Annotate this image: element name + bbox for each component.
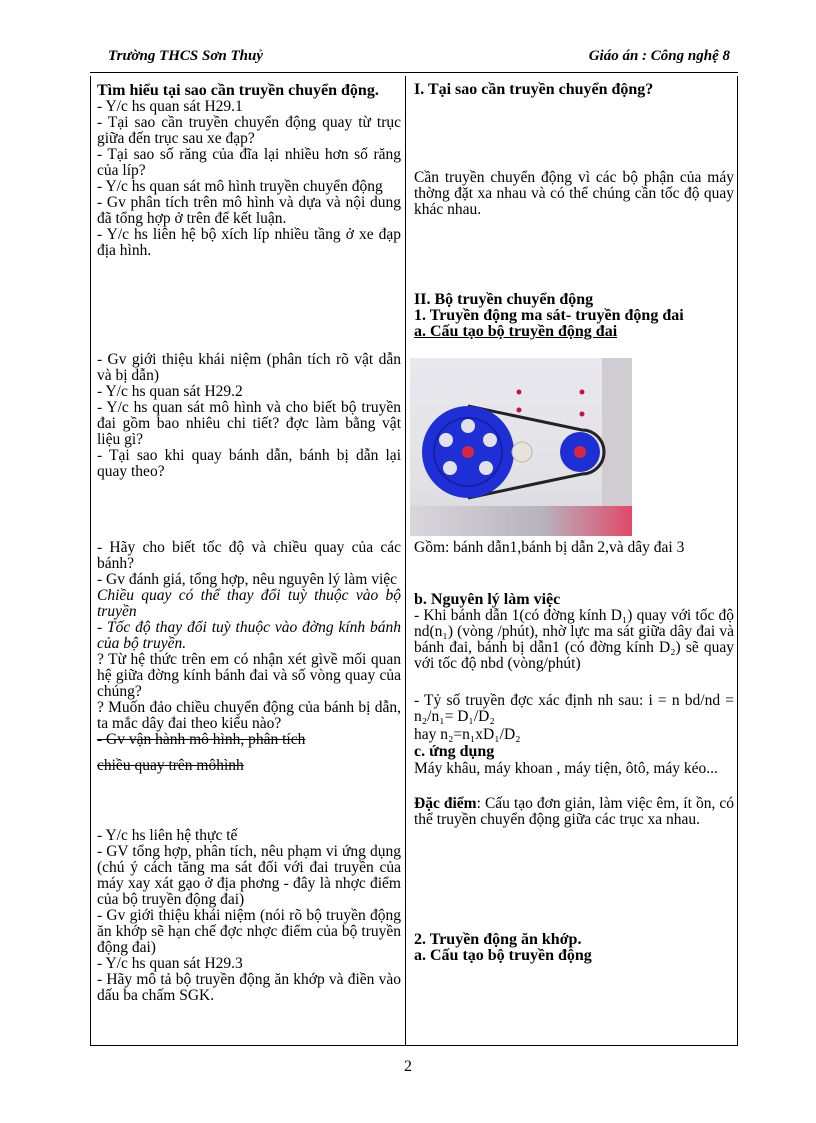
left-line: - Tại sao cần truyền chuyển động quay từ trục giữa đến trục sau xe đạp?	[97, 114, 401, 147]
section-2-title: II. Bộ truyền chuyển động	[414, 291, 594, 308]
model-rivet	[517, 408, 522, 413]
left-block-2	[97, 352, 401, 480]
left-line: - Y/c hs quan sát mô hình và cho biết bộ truyền đai gồm bao nhiêu chi tiết? đợc làm bằng vật liệu gì?	[97, 399, 401, 448]
left-line: - Gv phân tích trên mô hình và dựa và nội dung đã tổng hợp ở trên để kết luận.	[97, 194, 401, 227]
left-line: ? Muốn đảo chiều chuyển động của bánh bị dẫn, ta mắc dây đai theo kiểu nào?	[97, 699, 401, 732]
pulley-hole	[479, 461, 493, 475]
left-line: - Gv giới thiệu khái niệm (phân tích rõ vật dẫn và bị dẫn)	[97, 351, 401, 384]
pulley-hole	[483, 433, 497, 447]
ratio-text-2: hay n₂=n₁xD₁/D₂	[414, 726, 521, 743]
section-1-text: Cần truyền chuyển động vì các bộ phận của máy thờng đặt xa nhau và có thể chúng cần tốc độ quay khác nhau.	[414, 169, 734, 218]
application-text: Máy khâu, máy khoan , máy tiện, ôtô, máy kéo...	[414, 760, 718, 777]
left-line: - GV tổng hợp, phân tích, nêu phạm vi ứng dụng (chú ý cách tăng ma sát đối với đai truyền của máy xay xát gạo ở địa phơng - đây là nhợc điểm của bộ truyền động đai)	[97, 843, 401, 908]
left-line: - Tại sao số răng của đĩa lại nhiều hơn số răng của líp?	[97, 146, 401, 179]
section-2-heading	[414, 292, 734, 340]
left-block-1	[97, 82, 401, 259]
page-number: 2	[404, 1058, 412, 1075]
feature-paragraph	[414, 796, 734, 828]
header-rule	[90, 72, 738, 73]
driven-hub	[574, 446, 586, 458]
section-3-sub: a. Cấu tạo bộ truyền động	[414, 947, 592, 964]
model-rivet	[580, 412, 585, 417]
feature-label: Đặc điểm	[414, 795, 477, 812]
tension-spacer	[512, 442, 532, 462]
left-line: - Tại sao khi quay bánh dẫn, bánh bị dẫn lại quay theo?	[97, 447, 401, 480]
driving-hub	[462, 446, 474, 458]
left-line: - Y/c hs liên hệ bộ xích líp nhiều tầng ở xe đạp địa hình.	[97, 226, 401, 259]
section-3-title: 2. Truyền động ăn khớp.	[414, 931, 582, 948]
model-rivet	[580, 390, 585, 395]
left-line: - Gv giới thiệu khái niệm (nói rõ bộ truyền động ăn khớp sẽ hạn chế đợc nhợc điểm của bộ truyền động đai)	[97, 907, 401, 956]
left-line: - Y/c hs quan sát H29.2	[97, 383, 243, 400]
left-line: - Hãy cho biết tốc độ và chiều quay của các bánh?	[97, 539, 401, 572]
pulley-hole	[443, 461, 457, 475]
belt-drive-photo	[410, 358, 632, 536]
column-divider	[405, 76, 406, 1045]
left-line: - Gv đánh giá, tổng hợp, nêu nguyên lý làm việc	[97, 571, 398, 588]
left-line: - Y/c hs liên hệ thực tế	[97, 827, 238, 844]
belt-parts-text: Gồm: bánh dẫn1,bánh bị dẫn 2,và dây đai 3	[414, 539, 685, 556]
left-italic-line: Chiều quay có thể thay đổi tuỳ thuộc vào bộ truyền	[97, 587, 401, 620]
left-line: - Hãy mô tả bộ truyền động ăn khớp và điền vào dấu ba chấm SGK.	[97, 971, 401, 1004]
principle-title: b. Nguyên lý làm việc	[414, 591, 561, 608]
ratio-text: - Tỷ số truyền đợc xác định nh sau: i = n bd/nd = n₂/n₁= D₁/D₂	[414, 692, 734, 725]
header-school: Trường THCS Sơn Thuỷ	[108, 48, 263, 64]
left-strike-line: - Gv vận hành mô hình, phân tích	[97, 731, 306, 748]
section-2-sub-1a: a. Cấu tạo bộ truyền động đai	[414, 323, 618, 340]
belt-drive-illustration	[410, 358, 632, 536]
left-strike-line-2: chiều quay trên môhình	[97, 757, 244, 774]
model-rivet	[517, 390, 522, 395]
header-subject: Giáo án : Công nghệ 8	[588, 48, 730, 64]
left-line: - Y/c hs quan sát mô hình truyền chuyển động	[97, 178, 383, 195]
lesson-table	[90, 76, 738, 1046]
application-title: c. ứng dụng	[414, 743, 495, 760]
feature-text: : Cấu tạo đơn giản, làm việc êm, ít ồn, có thể truyền chuyển động giữa các trục xa nhau.	[414, 795, 734, 828]
pulley-hole	[461, 419, 475, 433]
left-block-1-title: Tìm hiểu tại sao cần truyền chuyển động.	[97, 82, 379, 99]
left-block-4	[97, 828, 401, 1004]
left-block-3	[97, 540, 401, 774]
section-2-sub-1: 1. Truyền động ma sát- truyền động đai	[414, 307, 684, 324]
left-line: - Y/c hs quan sát H29.1	[97, 98, 243, 115]
left-line: ? Từ hệ thức trên em có nhận xét gìvề mối quan hệ giữa đờng kính bánh đai và số vòng quay của chúng?	[97, 651, 401, 700]
section-1-title: I. Tại sao cần truyền chuyển động?	[414, 81, 654, 98]
left-line: - Y/c hs quan sát H29.3	[97, 955, 243, 972]
principle-text: - Khi bánh dẫn 1(có đờng kính D₁) quay với tốc độ nd(n₁) (vòng /phút), nhờ lực ma sát giữa dây đai và bánh đai, bánh bị dẫn1 (có đờng kính D₂) sẽ quay với tốc độ nbd (vòng/phút)	[414, 607, 734, 672]
pulley-hole	[439, 433, 453, 447]
left-italic-line: - Tốc độ thay đổi tuỳ thuộc vào đờng kính bánh của bộ truyền.	[97, 619, 401, 652]
